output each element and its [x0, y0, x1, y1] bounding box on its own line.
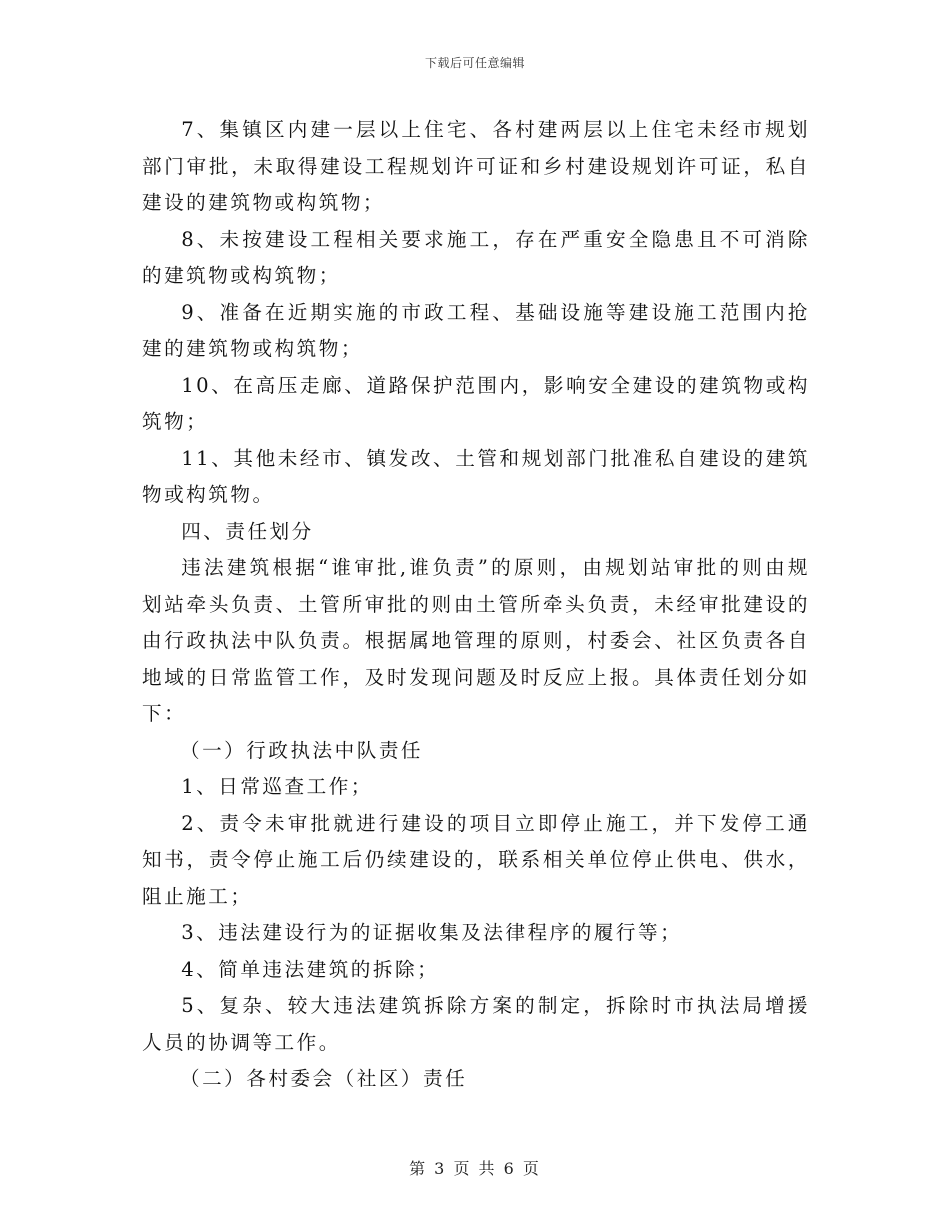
clause-7: 7、集镇区内建一层以上住宅、各村建两层以上住宅未经市规划部门审批，未取得建设工程规划许可证和乡村建设规划许可证，私自建设的建筑物或构筑物； — [142, 118, 810, 214]
section-heading-responsibility: 四、责任划分 — [181, 519, 314, 543]
subheading-village-committee: （二）各村委会（社区）责任 — [180, 1067, 468, 1090]
clause-9: 9、准备在近期实施的市政工程、基础设施等建设施工范围内抢建的建筑物或构筑物； — [142, 300, 810, 360]
subheading-enforcement-team: （一）行政执法中队责任 — [180, 738, 424, 762]
duty-item-4: 4、简单违法建筑的拆除； — [181, 957, 440, 981]
clause-11: 11、其他未经市、镇发改、土管和规划部门批准私自建设的建筑物或构筑物。 — [142, 446, 810, 506]
duty-item-5: 5、复杂、较大违法建筑拆除方案的制定，拆除时市执法局增援人员的协调等工作。 — [142, 994, 810, 1054]
clause-8: 8、未按建设工程相关要求施工，存在严重安全隐患且不可消除的建筑物或构筑物； — [142, 227, 810, 287]
document-body — [142, 112, 810, 1098]
duty-item-3: 3、违法建设行为的证据收集及法律程序的履行等； — [181, 921, 683, 944]
page-header-note: 下载后可任意编辑 — [424, 56, 525, 70]
page-number-footer: 第 3 页 共 6 页 — [409, 1159, 541, 1178]
duty-item-1: 1、日常巡查工作； — [181, 775, 373, 798]
duty-item-2: 2、责令未审批就进行建设的项目立即停止施工，并下发停工通知书，责令停止施工后仍续建设的，联系相关单位停止供电、供水，阻止施工； — [142, 811, 810, 908]
clause-10: 10、在高压走廊、道路保护范围内，影响安全建设的建筑物或构筑物； — [142, 373, 810, 433]
responsibility-intro-paragraph: 违法建筑根据“谁审批,谁负责”的原则，由规划站审批的则由规划站牵头负责、土管所审批的则由土管所牵头负责，未经审批建设的由行政执法中队负责。根据属地管理的原则，村委会、社区负责各自地域的日常监管工作，及时发现问题及时反应上报。具体责任划分如下： — [142, 556, 810, 725]
